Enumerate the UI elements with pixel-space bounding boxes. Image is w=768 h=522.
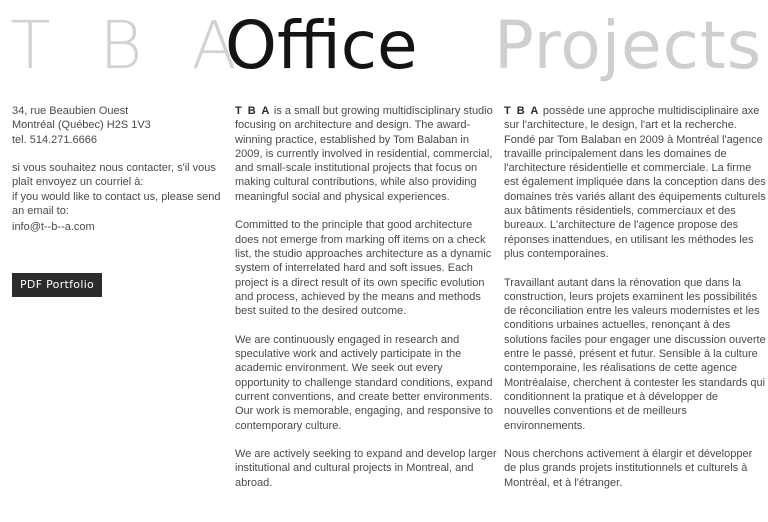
main-navigation bbox=[0, 0, 768, 95]
spacer bbox=[12, 147, 227, 161]
nav-brand-tba[interactable]: T B A bbox=[10, 7, 251, 84]
brand-inline-en: T B A bbox=[235, 105, 271, 117]
contact-prompt-english: if you would like to contact us, please send an email to: bbox=[12, 190, 221, 218]
address-line-2: Montréal (Québec) H2S 1V3 bbox=[12, 119, 151, 132]
nav-projects-link[interactable]: Projects bbox=[494, 7, 763, 84]
brand-inline-fr: T B A bbox=[504, 105, 540, 117]
english-paragraph-3: We are continuously engaged in research and speculative work and actively participate in the academic environment. We seek out every opportunity to challenge standard conditions, expand current conventions, and create better environments. Our work is memorable, engaging, and responsive to contemporary culture. bbox=[235, 333, 494, 432]
nav-office-link[interactable]: Office bbox=[225, 7, 418, 84]
contact-prompt-french: si vous souhaitez nous contacter, s'il vous plaît envoyez un courriel à: bbox=[12, 162, 216, 189]
pdf-portfolio-button[interactable]: PDF Portfolio bbox=[12, 273, 102, 297]
english-paragraph-1 bbox=[235, 104, 497, 204]
french-description-column bbox=[504, 104, 766, 504]
address-line-1: 34, rue Beaubien Ouest bbox=[12, 105, 129, 117]
email-link[interactable]: info@t--b--a.com bbox=[12, 221, 95, 234]
phone-number: tel. 514.271.6666 bbox=[12, 133, 98, 146]
english-description-column bbox=[235, 104, 497, 504]
french-paragraph-1 bbox=[504, 104, 766, 261]
english-paragraph-2: Committed to the principle that good architecture does not emerge from marking off items on a check list, the studio approaches architecture as a dynamic system of interrelated hard and soft issues. Each project is a direct result of its own specific evolution and process, achieved by the means and methods best suited to the desired outcome. bbox=[235, 219, 492, 318]
english-paragraph-4: We are actively seeking to expand and develop larger institutional and cultural projects in Montreal, and abroad. bbox=[235, 448, 497, 489]
french-paragraph-3: Nous cherchons activement à élargir et développer de plus grands projets institutionnels et culturels à Montréal, et à l'étranger. bbox=[504, 448, 753, 489]
french-paragraph-2: Travaillant autant dans la rénovation que dans la construction, leurs projets examinent les possibilités de réconciliation entre les valeurs modernistes et les conditions urbaines actuelles, renonçant à des solutions faciles pour engager une discussion ouverte entre le passé, présent et futur. Sensible à la culture contemporaine, les réalisations de cette agence Montréalaise, cherchent à contester les standards qui conditionnent la pratique et à développer de nouvelles conventions et de meilleurs environnements. bbox=[504, 276, 766, 432]
english-paragraph-1-text: is a small but growing multidisciplinary studio focusing on architecture and design. The award-winning practice, established by Tom Balaban in 2009, is currently involved in residential, commercial, and small-scale institutional projects that focus on making cultural contributions, while also providing meaningful social and physical experiences. bbox=[235, 105, 493, 203]
contact-column bbox=[12, 104, 227, 235]
french-paragraph-1-text: possède une approche multidisciplinaire axe sur l'architecture, le design, l'art et la recherche. Fondé par Tom Balaban en 2009 à Montréal l'agence travaille principalement dans les domaines de l'architecture résidentielle et commerciale. La firme est également impliquée dans la conception dans des domaines très variés allant des équipements culturels aux bâtiments résidentiels, commerciaux et des bureaux. L'architecture de l'agence propose des réponses inattendues, en utilisant les méthodes les plus contemporaines. bbox=[504, 105, 766, 260]
